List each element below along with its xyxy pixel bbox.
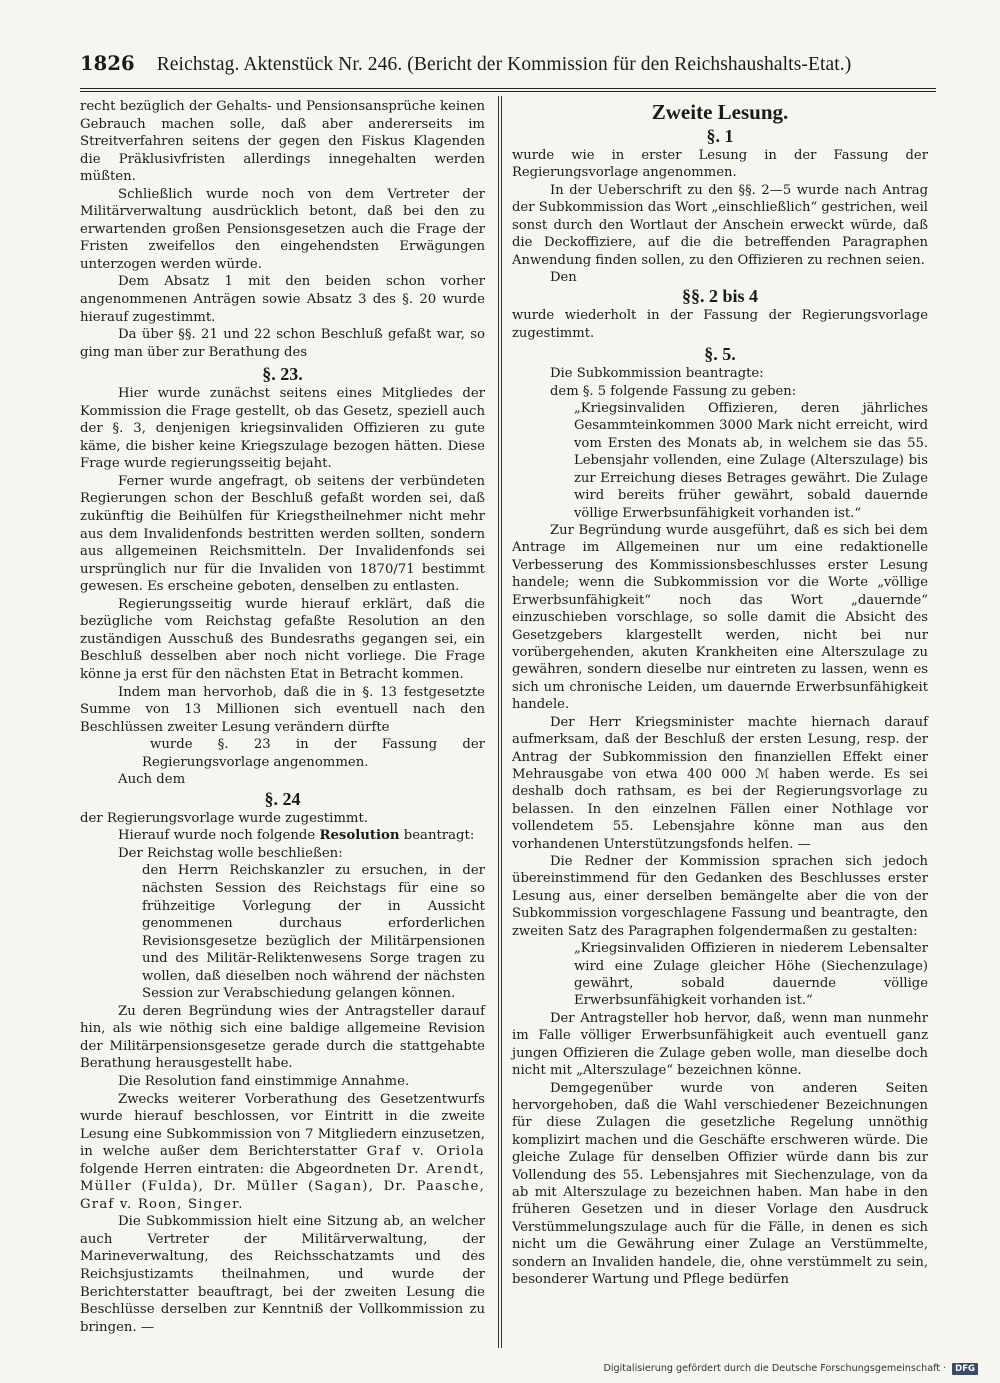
- paragraph: Die Redner der Kommission sprachen sich jedoch übereinstimmend für den Gedanken des Beschlusses erster Lesung aus, einer derselben bemängelte aber die von der Subkommission vorgeschlagene Fassung und beantragte, den zweiten Satz des Paragraphen folgendermaßen zu gestalten:: [512, 854, 928, 939]
- paragraph: Hier wurde zunächst seitens eines Mitgliedes der Kommission die Frage gestellt, ob das Gesetz, speziell auch der §. 3, denjenigen kriegsinvaliden Offizieren zu gute käme, die bisher keine Kriegszulage bezogen hätten. Diese Frage wurde regierungsseitig bejaht.: [80, 386, 485, 472]
- page-header: [80, 44, 936, 84]
- paragraph: wurde wie in erster Lesung in der Fassung der Regierungsvorlage angenommen.: [512, 148, 928, 181]
- column-divider: [498, 96, 499, 1348]
- resolution-text: den Herrn Reichskanzler zu ersuchen, in der nächsten Session des Reichstags für eine so frühzeitige Vorlegung der in Aussicht genommenen durchaus erforderlichen Revisionsgesetze bezüglich der Militärpensionen und des Militär-Reliktenwesens Sorge tragen zu wollen, daß dieselben noch während der nächsten Session zur Verabschiedung gelangen können.: [142, 863, 485, 1002]
- dfg-logo: DFG: [952, 1363, 978, 1375]
- text-run: folgende Herren eintraten: die Abgeordneten: [80, 1161, 391, 1177]
- text-run: Zwecks weiterer Vorberathung des Gesetzentwurfs wurde hierauf beschlossen, vor Eintritt in die zweite Lesung eine Subkommission von 7 Mitgliedern einzusetzen, in welche außer dem Berichterstatter: [80, 1091, 485, 1160]
- section-heading: §. 24: [264, 788, 301, 809]
- proposed-text: „Kriegsinvaliden Offizieren, deren jährliches Gesammteinkommen 3000 Mark nicht erreicht, wird vom Ersten des Monats ab, in welchem sie das 55. Lebensjahr vollenden, eine Zulage (Alterszulage) bis zur Erreichung dieses Betrages gewährt. Die Zulage wird bereits früher gewährt, sobald dauernde völlige Erwerbsunfähigkeit vorhanden ist.“: [574, 401, 928, 521]
- paragraph: Schließlich wurde noch von dem Vertreter der Militärverwaltung ausdrücklich betont, daß bei den zu erwartenden großen Pensionsgesetzen auch die Frage der Fristen zweifellos den eingehendsten Erwägungen unterzogen werden würde.: [80, 186, 485, 272]
- footer-credit: [603, 1362, 978, 1376]
- paragraph: Da über §§. 21 und 22 schon Beschluß gefaßt war, so ging man über zur Berathung des: [80, 327, 485, 360]
- header-title: Reichstag. Aktenstück Nr. 246. (Bericht der Kommission für den Reichshaushalts-Etat.): [156, 54, 852, 75]
- footer-text: Digitalisierung gefördert durch die Deutsche Forschungsgemeinschaft ·: [603, 1363, 947, 1374]
- paragraph: dem §. 5 folgende Fassung zu geben:: [550, 383, 797, 399]
- paragraph: Zu deren Begründung wies der Antragsteller darauf hin, als wie nöthig sich eine baldige allgemeine Revision der Militärpensionsgesetze gerade durch die stattgehabte Berathung herausgestellt habe.: [80, 1003, 485, 1072]
- text-run: beantragt:: [403, 828, 475, 844]
- paragraph: wurde §. 23 in der Fassung der Regierungsvorlage angenommen.: [142, 737, 485, 770]
- paragraph: Indem man hervorhob, daß die in §. 13 festgesetzte Summe von 13 Millionen sich eventuell nach den Beschlüssen zweiter Lesung verändern dürfte: [80, 684, 485, 735]
- section-heading: §§. 2 bis 4: [681, 286, 759, 307]
- page-number: 1826: [80, 52, 135, 75]
- section-heading: §. 5.: [704, 344, 736, 365]
- paragraph: Der Herr Kriegsminister machte hiernach darauf aufmerksam, daß der Beschluß der ersten Lesung, resp. der Antrag der Subkommission den finanziellen Effekt einer Mehrausgabe von etwa 400 000 ℳ haben werde. Es sei deshalb doch rathsam, es bei der Regierungsvorlage zu belassen. In den einzelnen Fällen einer Nothlage vor vollendetem 55. Lebensjahre könne man aus den vorhandenen Unterstützungsfonds helfen. —: [512, 714, 928, 852]
- paragraph: recht bezüglich der Gehalts- und Pensionsansprüche keinen Gebrauch machen solle, daß aber andererseits im Streitverfahren seitens der gegen den Fiskus Klagenden die Präklusivfristen allerdings innegehalten werden müßten.: [80, 99, 485, 185]
- paragraph: Die Resolution fand einstimmige Annahme.: [118, 1073, 410, 1089]
- member-list: Dr. Arendt, Müller (Fulda), Dr. Müller (Sagan), Dr. Paasche, Graf v. Roon, Singer.: [80, 1161, 485, 1212]
- left-column: [80, 98, 485, 1336]
- resolution-label: Resolution: [319, 828, 400, 844]
- paragraph: Dem Absatz 1 mit den beiden schon vorher angenommenen Anträgen sowie Absatz 3 des §. 20 wurde hierauf zugestimmt.: [80, 274, 485, 325]
- paragraph: Der Antragsteller hob hervor, daß, wenn man nunmehr im Falle völliger Erwerbsunfähigkeit auch eventuell ganz jungen Offizieren die Zulage geben wolle, man dieselbe doch nicht mit „Alterszulage“ bezeichnen könne.: [512, 1010, 928, 1079]
- paragraph: wurde wiederholt in der Fassung der Regierungsvorlage zugestimmt.: [512, 308, 928, 341]
- paragraph: [80, 1091, 485, 1214]
- paragraph: Die Subkommission hielt eine Sitzung ab, an welcher auch Vertreter der Militärverwaltung, der Marineverwaltung, des Reichsschatzamts und des Reichsjustizamts theilnahmen, und wurde der Berichterstatter beauftragt, bei der zweiten Lesung die Beschlüsse derselben zur Kenntniß der Vollkommission zu bringen. —: [80, 1214, 485, 1335]
- paragraph: der Regierungsvorlage wurde zugestimmt.: [80, 810, 369, 826]
- paragraph: Regierungsseitig wurde hierauf erklärt, daß die bezügliche vom Reichstag gefaßte Resolution an den zuständigen Ausschuß des Bundesraths gegangen sei, ein Beschluß desselben aber noch nicht vorliege. Die Frage könne ja erst für den nächsten Etat in Betracht kommen.: [80, 596, 485, 682]
- right-column: [512, 98, 928, 1289]
- paragraph: Zur Begründung wurde ausgeführt, daß es sich bei dem Antrage im Allgemeinen nur um eine redaktionelle Verbesserung des Kommissionsbeschlusses erster Lesung handele; wenn die Subkommission vor die Worte „völlige Erwerbsunfähigkeit“ noch das Wort „dauernde“ einzuschieben vorschlage, so solle damit die Absicht des Gesetzgebers klargestellt werden, nicht bei nur vorübergehenden, akuten Krankheiten eine Alterszulage zu gewähren, sondern dieselbe nur eintreten zu lassen, wenn es sich um chronische Leiden, um dauernde Erwerbsunfähigkeit handele.: [512, 523, 928, 713]
- paragraph: Auch dem: [118, 772, 186, 788]
- proposed-text: „Kriegsinvaliden Offizieren in niederem Lebensalter wird eine Zulage gleicher Höhe (Siechenzulage) gewährt, sobald dauernde völlige Erwerbsunfähigkeit vorhanden ist.“: [574, 941, 928, 1009]
- paragraph: Den: [550, 269, 577, 285]
- section-heading: §. 1: [706, 126, 734, 146]
- paragraph: Ferner wurde angefragt, ob seitens der verbündeten Regierungen schon der Beschluß gefaßt worden sei, daß zukünftig die Beihülfen für Kriegstheilnehmer nicht mehr aus dem Invalidenfonds bestritten werden sollten, sondern aus allgemeinen Reichsmitteln. Der Invalidenfonds sei ursprünglich nur für die Invaliden von 1870/71 bestimmt gewesen. Es erscheine geboten, denselben zu entlasten.: [80, 473, 485, 595]
- section-title: Zweite Lesung.: [651, 100, 789, 124]
- paragraph: In der Ueberschrift zu den §§. 2—5 wurde nach Antrag der Subkommission das Wort „einschließlich“ gestrichen, weil sonst durch den Wortlaut der Anschein erweckt würde, daß die Deckoffiziere, auf die die betreffenden Paragraphen Anwendung finden sollen, zu den Offizieren zu rechnen seien.: [512, 182, 928, 268]
- column-divider: [501, 96, 502, 1348]
- header-rule: [80, 88, 936, 92]
- section-heading: §. 23.: [262, 364, 303, 385]
- paragraph: Demgegenüber wurde von anderen Seiten hervorgehoben, daß die Wahl verschiedener Bezeichnungen für diese Zulagen die gesetzliche Regelung unnöthig komplizirt machen und die Geschäfte erschweren würde. Die gleiche Zulage für denselben Offizier würde dann bis zur Vollendung des 55. Lebensjahres mit Siechenzulage, von da ab mit Alterszulage zu bezeichnen haben. Man habe in den früheren Gesetzen und in dieser Vorlage den Ausdruck Verstümmelungszulage auch für die Fälle, in denen es sich nicht um die Gewährung einer Zulage an Verstümmelte, sondern an Invaliden handele, die, ohne verstümmelt zu sein, besonderer Wartung und Pflege bedürfen: [512, 1080, 928, 1288]
- paragraph: Der Reichstag wolle beschließen:: [118, 845, 343, 861]
- text-run: Hierauf wurde noch folgende: [118, 828, 316, 844]
- person-name: Graf v. Oriola: [366, 1144, 485, 1160]
- paragraph: [80, 827, 485, 845]
- paragraph: Die Subkommission beantragte:: [550, 366, 764, 382]
